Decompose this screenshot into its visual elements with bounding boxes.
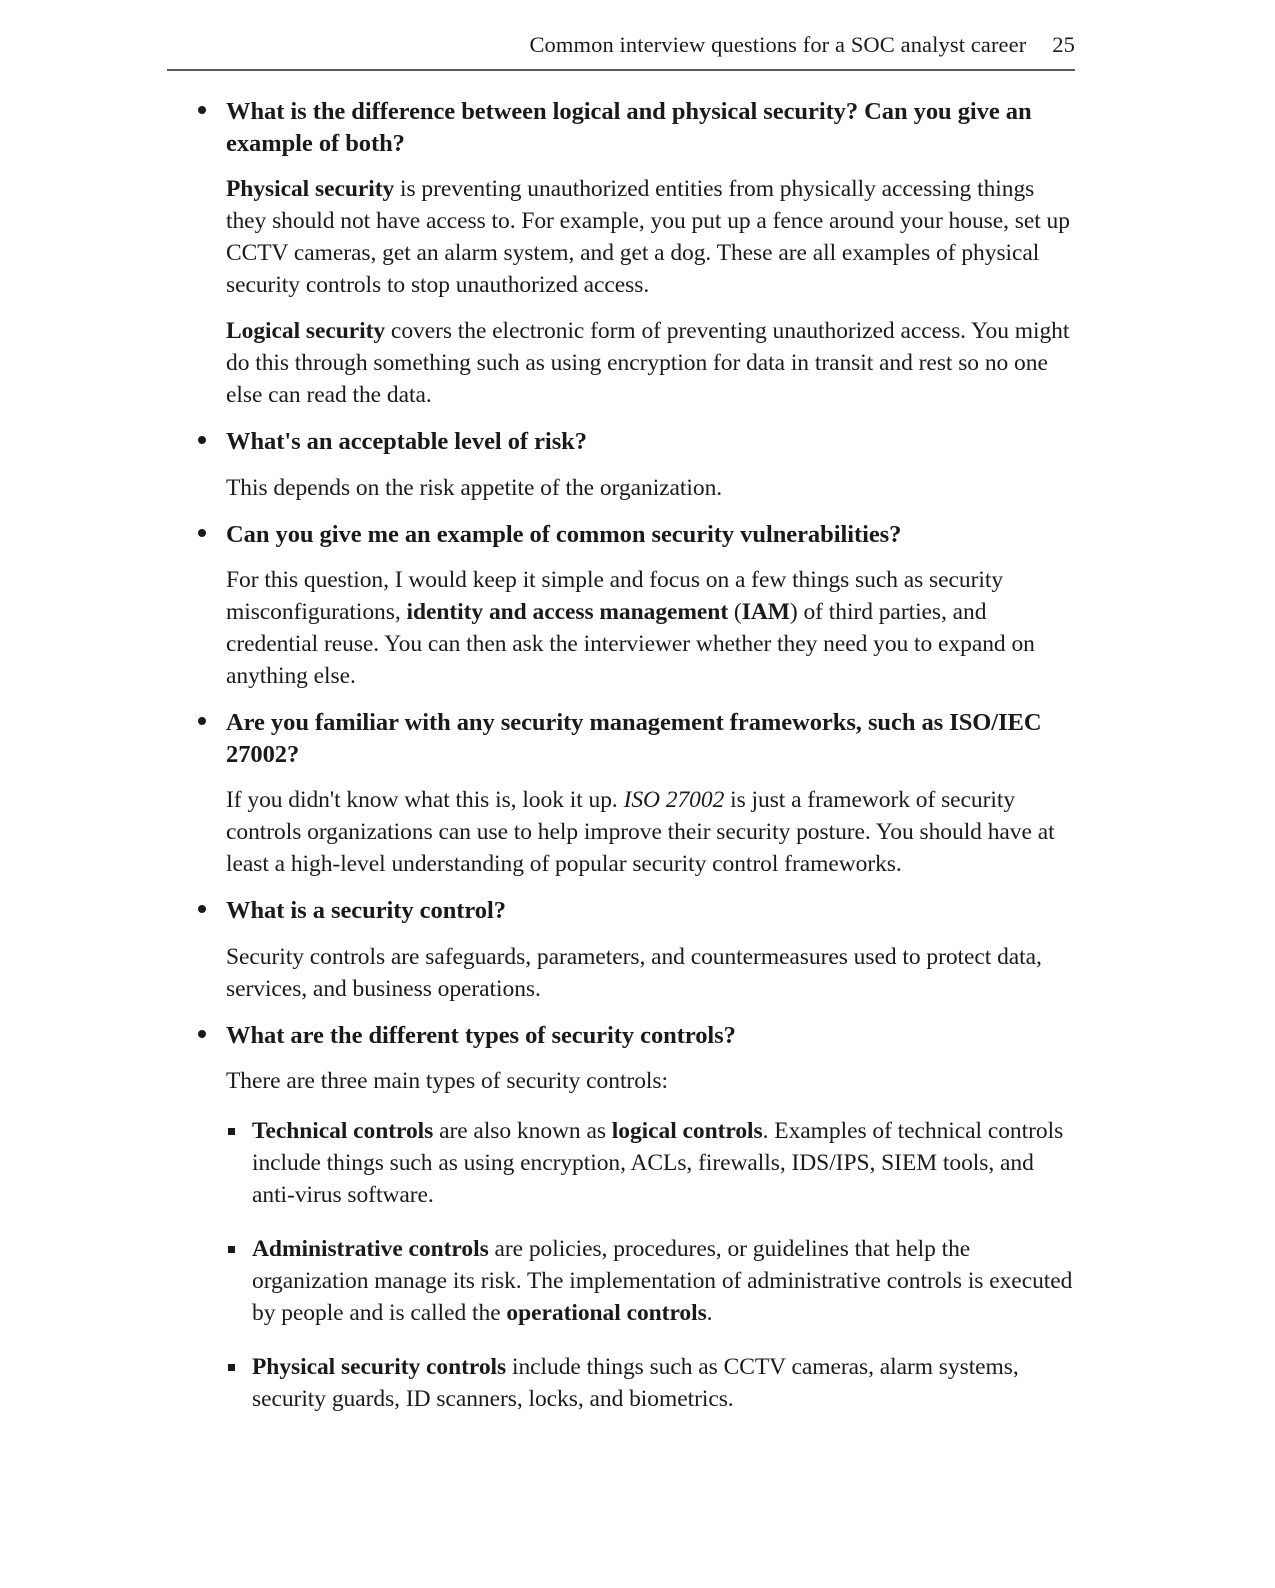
answer-paragraph — [198, 564, 1075, 692]
header-title: Common interview questions for a SOC analyst career — [529, 32, 1027, 57]
question-heading: What are the different types of security controls? — [226, 1021, 736, 1049]
control-text-segment: . Examples of technical controls include things such as using encryption, ACLs, firewalls, IDS/IPS, SIEM tools, and anti-virus software. — [252, 1118, 1064, 1208]
control-text-segment: are also known as — [433, 1118, 612, 1144]
answer-paragraph — [198, 173, 1075, 301]
answer-lead-term: Logical security — [226, 318, 386, 344]
block-spacer — [198, 1005, 1075, 1020]
square-bullet-icon — [228, 1246, 235, 1253]
list-item — [226, 1351, 1075, 1415]
running-header — [167, 30, 1075, 60]
disc-bullet-icon — [198, 106, 206, 114]
control-types-list — [198, 1115, 1075, 1415]
term-iam-abbrev: IAM — [741, 599, 790, 625]
answer-lead-term: Physical security — [226, 176, 395, 202]
block-spacer — [198, 411, 1075, 426]
disc-bullet-icon — [198, 436, 206, 444]
question-block-5 — [198, 895, 1075, 1005]
question-heading: Are you familiar with any security management frameworks, such as ISO/IEC 27002? — [226, 709, 1042, 768]
standard-name-italic: ISO 27002 — [623, 787, 725, 813]
answer-paragraph — [198, 315, 1075, 411]
control-text-segment: . — [706, 1300, 713, 1326]
question-block-2 — [198, 426, 1075, 504]
square-bullet-icon — [228, 1128, 235, 1135]
answer-text-segment: ) of third parties, and credential reuse. You can then ask the interviewer whether they need you to expand on anything else. — [226, 599, 1035, 689]
answer-text-segment: For this question, I would keep it simple and focus on a few things such as security misconfigurations, — [226, 567, 1004, 625]
list-item — [226, 1233, 1075, 1329]
disc-bullet-icon — [198, 529, 206, 537]
question-block-6 — [198, 1020, 1075, 1416]
list-item — [226, 1115, 1075, 1211]
control-alias-name: operational controls — [506, 1300, 707, 1326]
answer-body-text: covers the electronic form of preventing unauthorized access. You might do this through something such as using encryption for data in transit and rest so no one else can read the data. — [226, 318, 1070, 408]
header-rule-divider — [167, 69, 1075, 71]
answer-text-segment: ( — [728, 599, 742, 625]
answer-paragraph: This depends on the risk appetite of the organization. — [226, 474, 723, 501]
control-alias-name: logical controls — [611, 1118, 763, 1144]
answer-paragraph: Security controls are safeguards, parameters, and countermeasures used to protect data, services, and business operations. — [226, 943, 1042, 1002]
answer-text-segment: is just a framework of security controls organizations can use to help improve their security posture. You should have at least a high-level understanding of popular security control frameworks. — [226, 787, 1055, 877]
term-iam-full: identity and access management — [406, 599, 729, 625]
answer-body-text: is preventing unauthorized entities from physically accessing things they should not have access to. For example, you put up a fence around your house, set up CCTV cameras, get an alarm system, and get a dog. These are all examples of physical security controls to stop unauthorized access. — [226, 176, 1070, 298]
answer-paragraph — [198, 784, 1075, 880]
questions-list — [198, 96, 1075, 1415]
block-spacer — [198, 880, 1075, 895]
square-bullet-icon — [228, 1364, 235, 1371]
question-heading: What is a security control? — [226, 897, 506, 924]
control-type-name: Physical security controls — [252, 1354, 507, 1380]
block-spacer — [198, 504, 1075, 519]
disc-bullet-icon — [198, 905, 206, 913]
control-type-name: Technical controls — [252, 1118, 434, 1144]
page-content — [198, 96, 1075, 1415]
question-block-1 — [198, 96, 1075, 411]
question-heading: Can you give me an example of common security vulnerabilities? — [226, 520, 902, 548]
question-block-3 — [198, 519, 1075, 693]
question-heading: What is the difference between logical and physical security? Can you give an example of both? — [226, 98, 1032, 157]
question-block-4 — [198, 707, 1075, 880]
page-number: 25 — [1052, 32, 1075, 57]
control-text-segment: are policies, procedures, or guidelines that help the organization manage its risk. The implementation of administrative controls is executed by people and is called the — [252, 1236, 1073, 1326]
control-type-name: Administrative controls — [252, 1236, 489, 1262]
disc-bullet-icon — [198, 717, 206, 725]
answer-intro-paragraph: There are three main types of security controls: — [226, 1068, 668, 1094]
answer-text-segment: If you didn't know what this is, look it up. — [226, 787, 624, 813]
disc-bullet-icon — [198, 1030, 206, 1038]
block-spacer — [198, 692, 1075, 707]
question-heading: What's an acceptable level of risk? — [226, 428, 587, 455]
control-text-segment: include things such as CCTV cameras, alarm systems, security guards, ID scanners, locks, and biometrics. — [252, 1354, 1019, 1412]
